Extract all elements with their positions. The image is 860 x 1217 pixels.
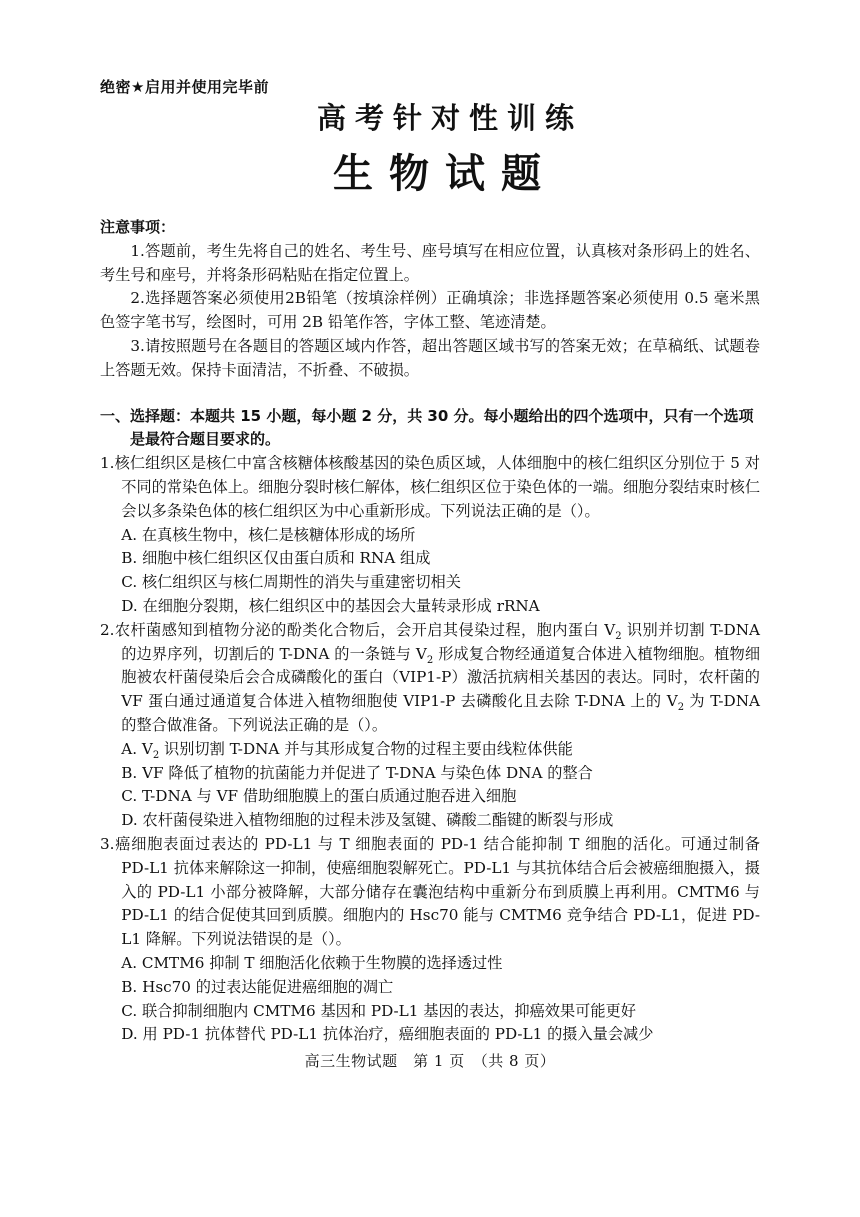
question-stem: 3.癌细胞表面过表达的 PD-L1 与 T 细胞表面的 PD-1 结合能抑制 T 细胞的活化。可通过制备 PD-L1 抗体来解除这一抑制，使癌细胞裂解死亡。PD-L1 与其抗体结合后会被癌细胞摄入，摄入的 PD-L1 小部分被降解，大部分储存在囊泡结构中重新分布到质膜上再利用。CMTM6 与 PD-L1 的结合促使其回到质膜。细胞内的 Hsc70 能与 CMTM6 竞争结合 PD-L1，促进 PD-L1 降解。下列说法错误的是（）。 bbox=[100, 834, 760, 949]
option-b: B. 细胞中核仁组织区仅由蛋白质和 RNA 组成 bbox=[121, 549, 431, 568]
question-2 bbox=[100, 619, 760, 833]
option-c: C. 联合抑制细胞内 CMTM6 基因和 PD-L1 基因的表达，抑癌效果可能更好 bbox=[121, 1001, 636, 1020]
option-a: A. 在真核生物中，核仁是核糖体形成的场所 bbox=[121, 525, 416, 544]
question-1 bbox=[100, 452, 760, 619]
notice-item: 1.答题前，考生先将自己的姓名、考生号、座号填写在相应位置，认真核对条形码上的姓名、考生号和座号，并将条形码粘贴在指定位置上。 bbox=[100, 241, 760, 284]
exam-content bbox=[100, 216, 760, 1047]
confidential-label: 绝密★启用并使用完毕前 bbox=[100, 78, 269, 96]
section-heading: 一、选择题：本题共 15 小题，每小题 2 分，共 30 分。每小题给出的四个选项中，只有一个选项是最符合题目要求的。 bbox=[100, 406, 754, 449]
exam-subject: 生物试题 bbox=[333, 151, 557, 197]
notice-section bbox=[100, 216, 760, 383]
option-b: B. VF 降低了植物的抗菌能力并促进了 T-DNA 与染色体 DNA 的整合 bbox=[121, 763, 593, 782]
option-d: D. 用 PD-1 抗体替代 PD-L1 抗体治疗，癌细胞表面的 PD-L1 的摄入量会减少 bbox=[121, 1025, 654, 1044]
question-3 bbox=[100, 833, 760, 1047]
option-a: A. $V_2$ 识别切割 T-DNA 并与其形成复合物的过程主要由线粒体供能 bbox=[121, 739, 573, 761]
option-c: C. 核仁组织区与核仁周期性的消失与重建密切相关 bbox=[121, 573, 461, 592]
option-d: D. 农杆菌侵染进入植物细胞的过程未涉及氢键、磷酸二酯键的断裂与形成 bbox=[121, 811, 614, 830]
option-d: D. 在细胞分裂期，核仁组织区中的基因会大量转录形成 rRNA bbox=[121, 596, 540, 615]
question-stem: 2.农杆菌感知到植物分泌的酚类化合物后，会开启其侵染过程，胞内蛋白 $V_2$ 识别并切割 T-DNA 的边界序列，切割后的 T-DNA 的一条链与 $V_2$ 形成复合物经通道复合体进入植物细胞。植物细胞被农杆菌侵染后会合成磷酸化的蛋白（VIP1-P）激活抗病相关基因的表达。同时，农杆菌的 VF 蛋白通过通道复合体进入植物细胞使 VIP1-P 去磷酸化且去除 T-DNA 上的 $V_2$ 为 T-DNA 的整合做准备。下列说法正确的是（）。 bbox=[100, 620, 761, 734]
notice-heading: 注意事项： bbox=[100, 218, 176, 236]
exam-title: 高考针对性训练 bbox=[316, 101, 583, 135]
page-footer: 高三生物试题 第 1 页 （共 8 页） bbox=[304, 1052, 556, 1070]
notice-item: 2.选择题答案必须使用2B铅笔（按填涂样例）正确填涂；非选择题答案必须使用 0.5 毫米黑色签字笔书写，绘图时，可用 2B 铅笔作答，字体工整、笔迹清楚。 bbox=[100, 289, 760, 332]
option-c: C. T-DNA 与 VF 借助细胞膜上的蛋白质通过胞吞进入细胞 bbox=[121, 787, 517, 806]
option-b: B. Hsc70 的过表达能促进癌细胞的凋亡 bbox=[121, 977, 394, 996]
notice-item: 3.请按照题号在各题目的答题区域内作答，超出答题区域书写的答案无效；在草稿纸、试题卷上答题无效。保持卡面清洁，不折叠、不破损。 bbox=[100, 336, 760, 379]
question-stem: 1.核仁组织区是核仁中富含核糖体核酸基因的染色质区域，人体细胞中的核仁组织区分别位于 5 对不同的常染色体上。细胞分裂时核仁解体，核仁组织区位于染色体的一端。细胞分裂结束时核仁会以多条染色体的核仁组织区为中心重新形成。下列说法正确的是（）。 bbox=[100, 454, 760, 520]
option-a: A. CMTM6 抑制 T 细胞活化依赖于生物膜的选择透过性 bbox=[121, 953, 503, 972]
